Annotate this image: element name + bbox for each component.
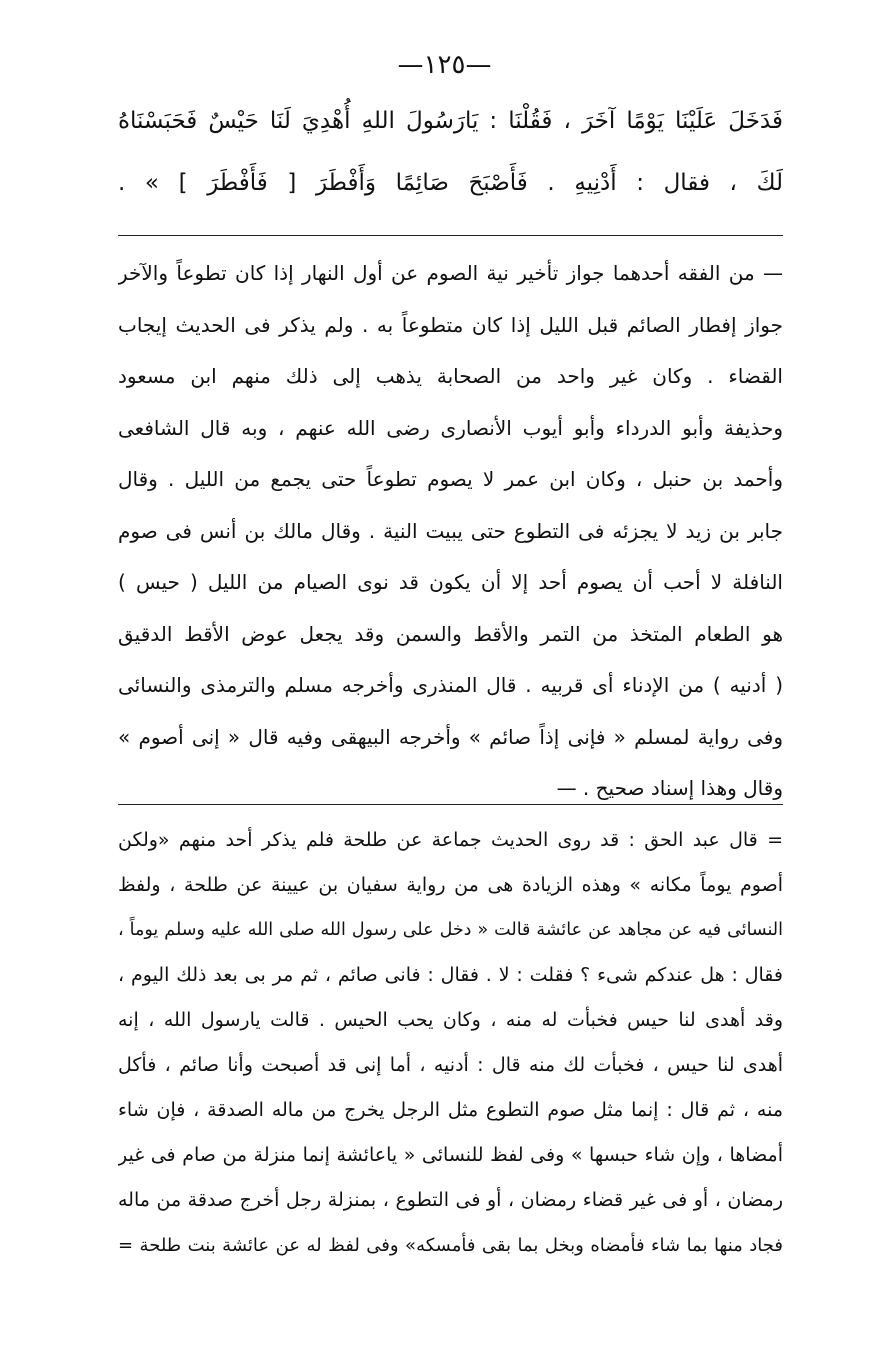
footnote-line: منه ، ثم قال : إنما مثل صوم التطوع مثل الرجل يخرج من ماله الصدقة ، فإن شاء xyxy=(118,1099,783,1121)
page-number: —١٢٥— xyxy=(397,50,492,80)
footnote-line: فقال : هل عندكم شىء ؟ فقلت : لا . فقال : فانى صائم ، ثم مر بى بعد ذلك اليوم ، xyxy=(118,964,783,986)
commentary-line: هو الطعام المتخذ من التمر والأقط والسمن وقد يجعل عوض الأقط الدقيق xyxy=(118,621,783,646)
footnote-line: أمضاها ، وإن شاء حبسها » وفى لفظ للنسائى « ياعائشة إنما منزلة من صام فى غير xyxy=(118,1144,783,1166)
commentary-line: النافلة لا أحب أن يصوم أحد إلا أن يكون قد نوى الصيام من الليل ( حيس ) xyxy=(118,570,783,594)
footnotes-text xyxy=(118,818,783,1268)
hadith-line: فَدَخَلَ عَلَيْنَا يَوْمًا آخَرَ ، فَقُلْنَا : يَارَسُولَ اللهِ أُهْدِيَ لَنَا حَيْسٌ فَحَبَسْنَاهُ xyxy=(118,108,783,134)
footnote-line: = قال عبد الحق : قد روى الحديث جماعة عن طلحة فلم يذكر أحد منهم «ولكن xyxy=(118,829,783,851)
separator-rule xyxy=(118,804,783,805)
footnote-line: وقد أهدى لنا حيس فخبأت له منه ، وكان يحب الحيس . قالت يارسول الله ، إنه xyxy=(118,1009,783,1031)
footnote-line: النسائى فيه عن مجاهد عن عائشة قالت « دخل على رسول الله صلى الله عليه وسلم يوماً ، xyxy=(118,920,783,940)
separator-rule xyxy=(118,235,783,236)
commentary-line: وأحمد بن حنبل ، وكان ابن عمر لا يصوم تطوعاً حتى يجمع من الليل . وقال xyxy=(118,467,783,491)
hadith-text xyxy=(118,90,783,214)
hadith-line: لَكَ ، فقال : أَدْنِيهِ . فَأَصْبَحَ صَائِمًا وَأَفْطَرَ [ فَأَفْطَرَ ] » . xyxy=(118,170,783,196)
commentary-line: جابر بن زيد لا يجزئه فى التطوع حتى يبيت النية . وقال مالك بن أنس فى صوم xyxy=(118,518,783,543)
footnote-line: رمضان ، أو فى غير قضاء رمضان ، أو فى التطوع ، بمنزلة رجل أخرج صدقة من ماله xyxy=(118,1189,783,1211)
commentary-line: — من الفقه أحدهما جواز تأخير نية الصوم عن أول النهار إذا كان تطوعاً والآخر xyxy=(118,261,783,285)
footnote-line: فجاد منها بما شاء فأمضاه وبخل بما بقى فأمسكه» وفى لفظ له عن عائشة بنت طلحة = xyxy=(118,1235,783,1256)
footnote-line: أصوم يوماً مكانه » وهذه الزيادة هى من رواية سفيان بن عيينة عن طلحة ، ولفظ xyxy=(118,874,783,896)
commentary-line: وفى رواية لمسلم « فإنى إذاً صائم » وأخرجه البيهقى وفيه قال « إنى أصوم » xyxy=(118,724,783,749)
commentary-line: جواز إفطار الصائم قبل الليل إذا كان متطوعاً به . ولم يذكر فى الحديث إيجاب xyxy=(118,312,783,337)
commentary-line: وقال وهذا إسناد صحيح . — xyxy=(556,776,783,800)
commentary-text xyxy=(118,248,783,815)
commentary-line: ( أدنيه ) من الإدناء أى قربيه . قال المنذرى وأخرجه مسلم والترمذى والنسائى xyxy=(118,673,783,697)
commentary-line: وحذيفة وأبو الدرداء وأبو أيوب الأنصارى رضى الله عنهم ، وبه قال الشافعى xyxy=(118,415,783,440)
commentary-line: القضاء . وكان غير واحد من الصحابة يذهب إلى ذلك منهم ابن مسعود xyxy=(118,364,783,388)
footnote-line: أهدى لنا حيس ، فخبأت لك منه قال : أدنيه ، أما إنى قد أصبحت وأنا صائم ، فأكل xyxy=(118,1054,783,1076)
